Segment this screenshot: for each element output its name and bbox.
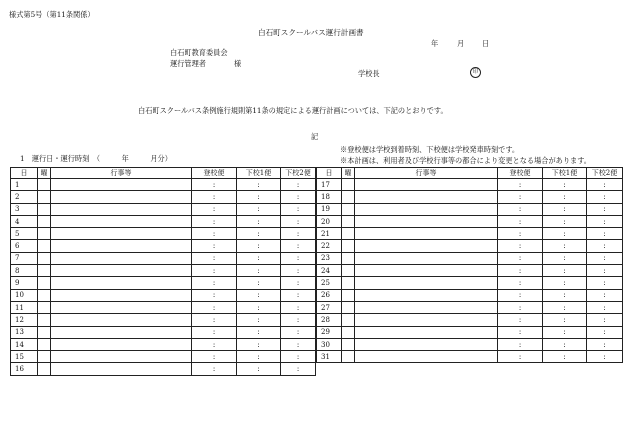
events-cell[interactable] <box>355 203 498 215</box>
header-morning-run: 登校便 <box>192 168 237 179</box>
morning-time-cell[interactable]: : <box>192 289 237 301</box>
header-afternoon-run-2: 下校2便 <box>281 168 316 179</box>
table-row <box>317 265 623 277</box>
morning-time-cell[interactable]: : <box>192 314 237 326</box>
afternoon-1-time-cell[interactable]: : <box>543 215 587 227</box>
table-header-row <box>11 168 316 179</box>
schedule-table-right <box>316 167 623 363</box>
weekday-cell[interactable] <box>342 338 355 350</box>
afternoon-2-time-cell[interactable]: : <box>587 179 623 191</box>
afternoon-2-time-cell[interactable]: : <box>587 326 623 338</box>
day-cell: 28 <box>317 314 342 326</box>
morning-time-cell[interactable]: : <box>498 289 543 301</box>
afternoon-2-time-cell[interactable]: : <box>587 228 623 240</box>
table-row <box>11 265 316 277</box>
day-cell: 29 <box>317 326 342 338</box>
events-cell[interactable] <box>51 338 192 350</box>
morning-time-cell[interactable]: : <box>498 314 543 326</box>
events-cell[interactable] <box>355 289 498 301</box>
table-row <box>11 179 316 191</box>
table-row <box>317 179 623 191</box>
morning-time-cell[interactable]: : <box>192 277 237 289</box>
events-cell[interactable] <box>51 363 192 375</box>
events-cell[interactable] <box>51 351 192 363</box>
afternoon-2-time-cell[interactable]: : <box>281 326 316 338</box>
date-day: 日 <box>482 39 490 48</box>
day-cell: 31 <box>317 351 342 363</box>
addressee: 白石町教育委員会 <box>170 48 228 57</box>
morning-time-cell[interactable]: : <box>498 240 543 252</box>
weekday-cell[interactable] <box>38 265 51 277</box>
day-cell: 9 <box>11 277 38 289</box>
weekday-cell[interactable] <box>38 351 51 363</box>
afternoon-1-time-cell[interactable]: : <box>237 240 281 252</box>
morning-time-cell[interactable]: : <box>498 265 543 277</box>
afternoon-1-time-cell[interactable]: : <box>237 301 281 313</box>
table-row <box>11 277 316 289</box>
events-cell[interactable] <box>51 265 192 277</box>
events-cell[interactable] <box>355 179 498 191</box>
morning-time-cell[interactable]: : <box>498 301 543 313</box>
weekday-cell[interactable] <box>342 203 355 215</box>
afternoon-1-time-cell[interactable]: : <box>237 277 281 289</box>
note-2: ※本計画は、利用者及び学校行事等の都合により変更となる場合があります。 <box>340 156 591 165</box>
events-cell[interactable] <box>355 240 498 252</box>
table-row <box>317 338 623 350</box>
day-cell: 16 <box>11 363 38 375</box>
weekday-cell[interactable] <box>342 314 355 326</box>
afternoon-1-time-cell[interactable]: : <box>237 363 281 375</box>
seal-mark: 印 <box>470 67 481 78</box>
document-title: 白石町スクールバス運行計画書 <box>258 28 364 37</box>
events-cell[interactable] <box>355 338 498 350</box>
table-row <box>11 363 316 375</box>
afternoon-2-time-cell[interactable]: : <box>587 265 623 277</box>
events-cell[interactable] <box>355 314 498 326</box>
afternoon-1-time-cell[interactable]: : <box>543 301 587 313</box>
afternoon-2-time-cell[interactable]: : <box>281 351 316 363</box>
day-cell: 24 <box>317 265 342 277</box>
afternoon-1-time-cell[interactable]: : <box>237 326 281 338</box>
events-cell[interactable] <box>51 179 192 191</box>
table-row <box>11 326 316 338</box>
afternoon-2-time-cell[interactable]: : <box>281 179 316 191</box>
afternoon-2-time-cell[interactable]: : <box>587 314 623 326</box>
afternoon-2-time-cell[interactable]: : <box>281 277 316 289</box>
day-cell: 4 <box>11 215 38 227</box>
events-cell[interactable] <box>51 289 192 301</box>
table-row <box>317 289 623 301</box>
morning-time-cell[interactable]: : <box>192 191 237 203</box>
table-row <box>317 215 623 227</box>
morning-time-cell[interactable]: : <box>192 338 237 350</box>
morning-time-cell[interactable]: : <box>192 203 237 215</box>
header-weekday: 曜 <box>342 168 355 179</box>
table-row <box>317 326 623 338</box>
morning-time-cell[interactable]: : <box>192 326 237 338</box>
table-row <box>317 240 623 252</box>
weekday-cell[interactable] <box>342 215 355 227</box>
weekday-cell[interactable] <box>38 203 51 215</box>
day-cell: 13 <box>11 326 38 338</box>
afternoon-1-time-cell[interactable]: : <box>237 228 281 240</box>
honorific: 様 <box>234 59 242 68</box>
afternoon-1-time-cell[interactable]: : <box>543 277 587 289</box>
events-cell[interactable] <box>51 314 192 326</box>
day-cell: 2 <box>11 191 38 203</box>
weekday-cell[interactable] <box>38 314 51 326</box>
afternoon-2-time-cell[interactable]: : <box>587 289 623 301</box>
weekday-cell[interactable] <box>38 191 51 203</box>
afternoon-2-time-cell[interactable]: : <box>587 252 623 264</box>
afternoon-2-time-cell[interactable]: : <box>281 240 316 252</box>
weekday-cell[interactable] <box>342 240 355 252</box>
weekday-cell[interactable] <box>342 179 355 191</box>
afternoon-1-time-cell[interactable]: : <box>543 338 587 350</box>
afternoon-1-time-cell[interactable]: : <box>237 252 281 264</box>
table-row <box>317 301 623 313</box>
afternoon-2-time-cell[interactable]: : <box>281 191 316 203</box>
afternoon-2-time-cell[interactable]: : <box>587 301 623 313</box>
morning-time-cell[interactable]: : <box>192 228 237 240</box>
weekday-cell[interactable] <box>342 351 355 363</box>
header-morning-run: 登校便 <box>498 168 543 179</box>
afternoon-1-time-cell[interactable]: : <box>237 314 281 326</box>
events-cell[interactable] <box>355 326 498 338</box>
table-row <box>317 277 623 289</box>
day-cell: 17 <box>317 179 342 191</box>
day-cell: 18 <box>317 191 342 203</box>
afternoon-1-time-cell[interactable]: : <box>543 326 587 338</box>
morning-time-cell[interactable]: : <box>498 326 543 338</box>
afternoon-1-time-cell[interactable]: : <box>543 289 587 301</box>
events-cell[interactable] <box>355 301 498 313</box>
day-cell: 23 <box>317 252 342 264</box>
morning-time-cell[interactable]: : <box>498 351 543 363</box>
afternoon-2-time-cell[interactable]: : <box>281 228 316 240</box>
day-cell: 22 <box>317 240 342 252</box>
header-day: 日 <box>11 168 38 179</box>
afternoon-1-time-cell[interactable]: : <box>543 265 587 277</box>
weekday-cell[interactable] <box>342 289 355 301</box>
afternoon-2-time-cell[interactable]: : <box>281 215 316 227</box>
table-row <box>11 314 316 326</box>
weekday-cell[interactable] <box>342 326 355 338</box>
morning-time-cell[interactable]: : <box>192 265 237 277</box>
events-cell[interactable] <box>51 326 192 338</box>
afternoon-1-time-cell[interactable]: : <box>543 228 587 240</box>
morning-time-cell[interactable]: : <box>192 363 237 375</box>
events-cell[interactable] <box>355 215 498 227</box>
afternoon-2-time-cell[interactable]: : <box>587 191 623 203</box>
table-row <box>11 191 316 203</box>
afternoon-1-time-cell[interactable]: : <box>237 265 281 277</box>
afternoon-2-time-cell[interactable]: : <box>587 203 623 215</box>
afternoon-1-time-cell[interactable]: : <box>543 252 587 264</box>
weekday-cell[interactable] <box>38 326 51 338</box>
afternoon-1-time-cell[interactable]: : <box>543 240 587 252</box>
table-row <box>11 351 316 363</box>
form-number: 様式第5号（第11条関係） <box>9 10 95 19</box>
schedule-table-left <box>10 167 316 376</box>
afternoon-2-time-cell[interactable]: : <box>281 203 316 215</box>
date-year: 年 <box>431 39 439 48</box>
afternoon-1-time-cell[interactable]: : <box>543 351 587 363</box>
weekday-cell[interactable] <box>38 252 51 264</box>
morning-time-cell[interactable]: : <box>498 228 543 240</box>
weekday-cell[interactable] <box>38 277 51 289</box>
weekday-cell[interactable] <box>38 289 51 301</box>
events-cell[interactable] <box>51 277 192 289</box>
day-cell: 30 <box>317 338 342 350</box>
morning-time-cell[interactable]: : <box>192 252 237 264</box>
table-row <box>317 351 623 363</box>
day-cell: 19 <box>317 203 342 215</box>
events-cell[interactable] <box>355 228 498 240</box>
afternoon-2-time-cell[interactable]: : <box>587 338 623 350</box>
events-cell[interactable] <box>51 228 192 240</box>
header-weekday: 曜 <box>38 168 51 179</box>
table-row <box>11 215 316 227</box>
morning-time-cell[interactable]: : <box>498 252 543 264</box>
manager-label: 運行管理者 <box>170 59 206 68</box>
table-row <box>11 338 316 350</box>
body-text: 白石町スクールバス条例施行規則第11条の規定による運行計画については、下記のとおりです。 <box>138 106 448 115</box>
afternoon-1-time-cell[interactable]: : <box>543 179 587 191</box>
morning-time-cell[interactable]: : <box>498 277 543 289</box>
events-cell[interactable] <box>51 203 192 215</box>
header-afternoon-run-1: 下校1便 <box>543 168 587 179</box>
table-row <box>317 314 623 326</box>
day-cell: 12 <box>11 314 38 326</box>
events-cell[interactable] <box>51 191 192 203</box>
morning-time-cell[interactable]: : <box>192 301 237 313</box>
day-cell: 25 <box>317 277 342 289</box>
weekday-cell[interactable] <box>342 228 355 240</box>
events-cell[interactable] <box>51 215 192 227</box>
day-cell: 20 <box>317 215 342 227</box>
header-afternoon-run-1: 下校1便 <box>237 168 281 179</box>
afternoon-1-time-cell[interactable]: : <box>543 203 587 215</box>
weekday-cell[interactable] <box>38 363 51 375</box>
weekday-cell[interactable] <box>38 338 51 350</box>
day-cell: 27 <box>317 301 342 313</box>
table-row <box>317 228 623 240</box>
note-1: ※登校便は学校到着時刻、下校便は学校発車時刻です。 <box>340 145 520 154</box>
events-cell[interactable] <box>355 265 498 277</box>
header-events: 行事等 <box>51 168 192 179</box>
header-day: 日 <box>317 168 342 179</box>
events-cell[interactable] <box>355 252 498 264</box>
events-cell[interactable] <box>51 252 192 264</box>
afternoon-1-time-cell[interactable]: : <box>237 179 281 191</box>
weekday-cell[interactable] <box>342 301 355 313</box>
events-cell[interactable] <box>355 191 498 203</box>
events-cell[interactable] <box>355 351 498 363</box>
morning-time-cell[interactable]: : <box>192 351 237 363</box>
afternoon-2-time-cell[interactable]: : <box>587 277 623 289</box>
day-cell: 7 <box>11 252 38 264</box>
weekday-cell[interactable] <box>342 252 355 264</box>
afternoon-2-time-cell[interactable]: : <box>281 363 316 375</box>
weekday-cell[interactable] <box>38 228 51 240</box>
afternoon-1-time-cell[interactable]: : <box>543 314 587 326</box>
morning-time-cell[interactable]: : <box>498 203 543 215</box>
afternoon-1-time-cell[interactable]: : <box>237 338 281 350</box>
afternoon-2-time-cell[interactable]: : <box>281 252 316 264</box>
afternoon-2-time-cell[interactable]: : <box>587 240 623 252</box>
day-cell: 10 <box>11 289 38 301</box>
afternoon-2-time-cell[interactable]: : <box>281 289 316 301</box>
morning-time-cell[interactable]: : <box>192 215 237 227</box>
morning-time-cell[interactable]: : <box>192 179 237 191</box>
morning-time-cell[interactable]: : <box>498 179 543 191</box>
table-row <box>317 203 623 215</box>
table-row <box>11 289 316 301</box>
afternoon-2-time-cell[interactable]: : <box>587 351 623 363</box>
afternoon-2-time-cell[interactable]: : <box>281 301 316 313</box>
table-row <box>317 191 623 203</box>
morning-time-cell[interactable]: : <box>498 215 543 227</box>
date-month: 月 <box>457 39 465 48</box>
afternoon-1-time-cell[interactable]: : <box>237 289 281 301</box>
events-cell[interactable] <box>355 277 498 289</box>
afternoon-2-time-cell[interactable]: : <box>281 314 316 326</box>
day-cell: 8 <box>11 265 38 277</box>
afternoon-1-time-cell[interactable]: : <box>543 191 587 203</box>
day-cell: 11 <box>11 301 38 313</box>
table-row <box>11 240 316 252</box>
table-row <box>11 301 316 313</box>
table-header-row <box>317 168 623 179</box>
afternoon-1-time-cell[interactable]: : <box>237 203 281 215</box>
day-cell: 5 <box>11 228 38 240</box>
weekday-cell[interactable] <box>342 277 355 289</box>
ki-label: 記 <box>311 132 319 141</box>
table-row <box>11 203 316 215</box>
afternoon-1-time-cell[interactable]: : <box>237 351 281 363</box>
header-afternoon-run-2: 下校2便 <box>587 168 623 179</box>
weekday-cell[interactable] <box>38 179 51 191</box>
morning-time-cell[interactable]: : <box>498 191 543 203</box>
day-cell: 1 <box>11 179 38 191</box>
weekday-cell[interactable] <box>38 215 51 227</box>
header-events: 行事等 <box>355 168 498 179</box>
weekday-cell[interactable] <box>38 240 51 252</box>
afternoon-1-time-cell[interactable]: : <box>237 191 281 203</box>
weekday-cell[interactable] <box>342 191 355 203</box>
afternoon-2-time-cell[interactable]: : <box>587 215 623 227</box>
principal-label: 学校長 <box>358 69 380 78</box>
afternoon-1-time-cell[interactable]: : <box>237 215 281 227</box>
day-cell: 3 <box>11 203 38 215</box>
afternoon-2-time-cell[interactable]: : <box>281 338 316 350</box>
day-cell: 26 <box>317 289 342 301</box>
table-row <box>11 252 316 264</box>
day-cell: 21 <box>317 228 342 240</box>
weekday-cell[interactable] <box>342 265 355 277</box>
day-cell: 6 <box>11 240 38 252</box>
events-cell[interactable] <box>51 240 192 252</box>
table-row <box>11 228 316 240</box>
morning-time-cell[interactable]: : <box>192 240 237 252</box>
afternoon-2-time-cell[interactable]: : <box>281 265 316 277</box>
day-cell: 15 <box>11 351 38 363</box>
weekday-cell[interactable] <box>38 301 51 313</box>
section-label: 1 運行日・運行時刻 （ 年 月分） <box>20 154 172 163</box>
morning-time-cell[interactable]: : <box>498 338 543 350</box>
table-row <box>317 252 623 264</box>
events-cell[interactable] <box>51 301 192 313</box>
day-cell: 14 <box>11 338 38 350</box>
